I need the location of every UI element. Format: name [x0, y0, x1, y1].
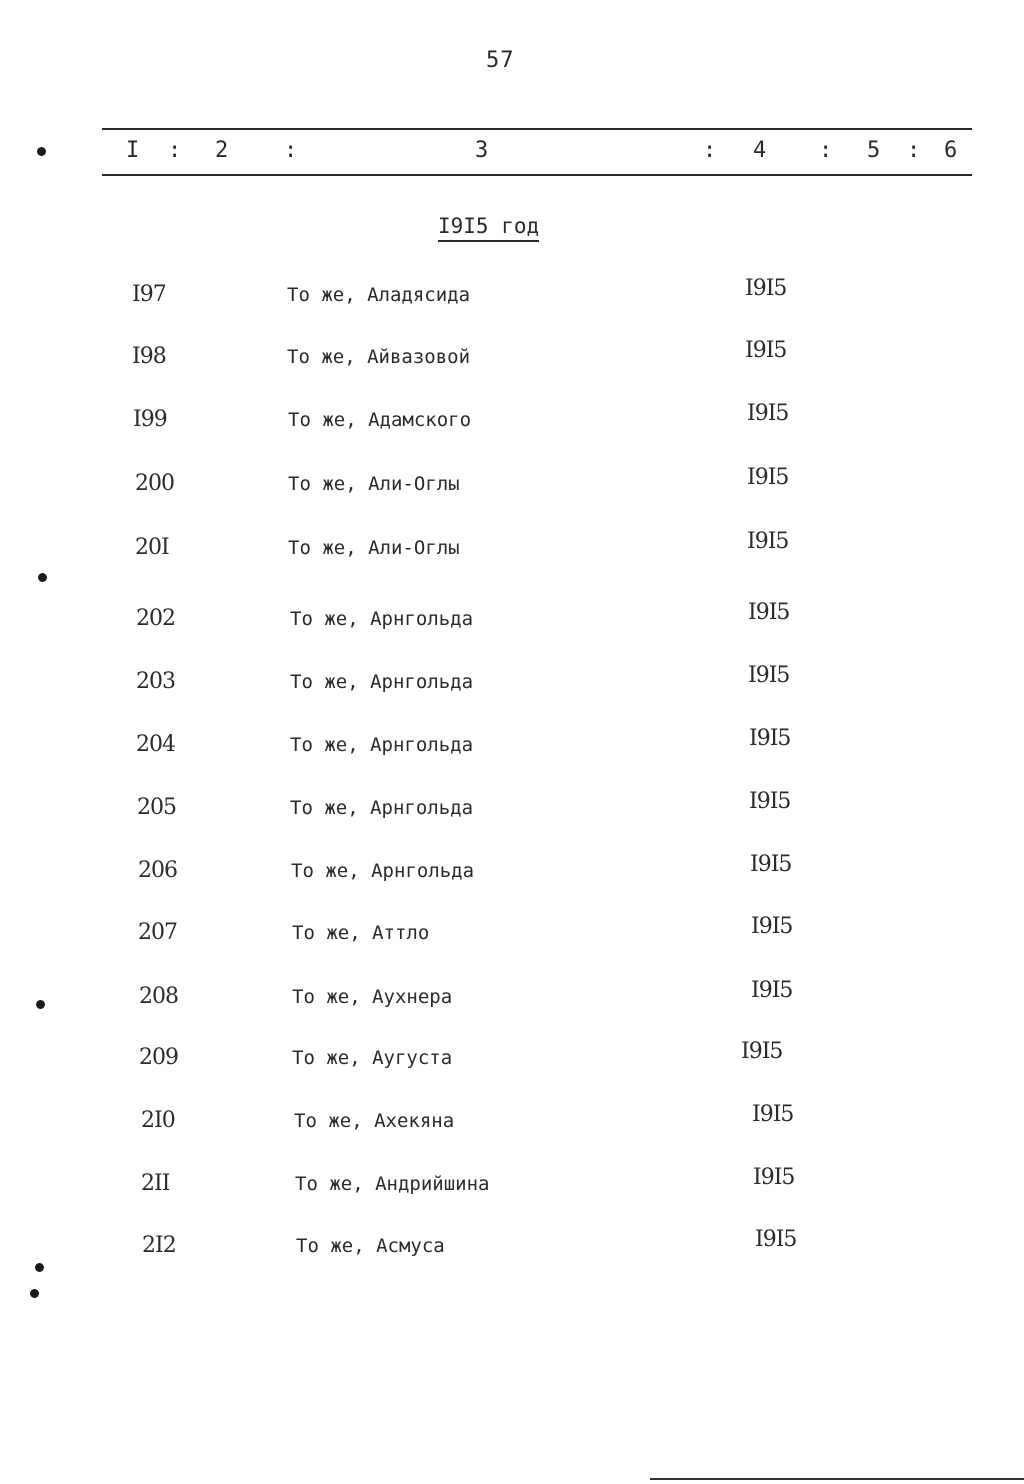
column-3-label: 3 — [475, 138, 489, 163]
record-year: I9I5 — [745, 338, 787, 363]
record-number: 209 — [139, 1045, 178, 1070]
column-separator: : — [168, 138, 182, 163]
column-4-label: 4 — [753, 138, 767, 163]
record-description: То же, Асмуса — [296, 1235, 445, 1257]
record-number: 204 — [136, 732, 175, 757]
record-number: 2I2 — [142, 1233, 176, 1258]
record-year: I9I5 — [747, 401, 789, 426]
record-description: То же, Ахекяна — [294, 1110, 455, 1132]
record-description: То же, Айвазовой — [287, 346, 471, 368]
column-2-label: 2 — [215, 138, 229, 163]
record-year: I9I5 — [749, 726, 791, 751]
column-separator: : — [819, 138, 833, 163]
binding-hole-mark — [38, 573, 47, 582]
record-year: I9I5 — [745, 276, 787, 301]
record-row — [0, 978, 1024, 1020]
column-1-label: I — [126, 138, 140, 163]
record-year: I9I5 — [748, 600, 790, 625]
record-number: 205 — [137, 795, 176, 820]
record-description: То же, Арнгольда — [290, 671, 474, 693]
record-year: I9I5 — [749, 789, 791, 814]
column-separator: : — [284, 138, 298, 163]
record-row — [0, 1165, 1024, 1207]
record-description: То же, Аладясида — [287, 284, 471, 306]
record-description: То же, Аттло — [292, 922, 430, 944]
header-bottom-rule — [102, 174, 972, 176]
record-description: То же, Аухнера — [292, 986, 453, 1008]
record-row — [0, 276, 1024, 318]
record-year: I9I5 — [753, 1165, 795, 1190]
record-row — [0, 663, 1024, 705]
record-number: 203 — [136, 669, 175, 694]
record-number: 202 — [136, 606, 175, 631]
record-row — [0, 465, 1024, 507]
record-description: То же, Арнгольда — [290, 797, 474, 819]
record-number: 206 — [138, 858, 177, 883]
record-number: I97 — [132, 282, 166, 307]
record-description: То же, Андрийшина — [295, 1173, 490, 1195]
record-year: I9I5 — [741, 1039, 783, 1064]
record-description: То же, Али-Оглы — [288, 537, 460, 559]
column-5-label: 5 — [867, 138, 881, 163]
record-description: То же, Арнгольда — [290, 608, 474, 630]
binding-hole-mark — [35, 1263, 44, 1272]
record-row — [0, 914, 1024, 956]
record-year: I9I5 — [751, 914, 793, 939]
record-row — [0, 852, 1024, 894]
record-row — [0, 600, 1024, 642]
column-6-label: 6 — [944, 138, 958, 163]
record-row — [0, 529, 1024, 571]
record-year: I9I5 — [748, 663, 790, 688]
record-row — [0, 726, 1024, 768]
record-description: То же, Аугуста — [292, 1047, 453, 1069]
record-description: То же, Адамского — [288, 409, 472, 431]
header-top-rule — [102, 128, 972, 130]
record-row — [0, 338, 1024, 380]
record-year: I9I5 — [750, 852, 792, 877]
record-description: То же, Арнгольда — [291, 860, 475, 882]
record-row — [0, 1227, 1024, 1269]
record-year: I9I5 — [752, 1102, 794, 1127]
record-number: 2I0 — [141, 1108, 175, 1133]
record-row — [0, 401, 1024, 443]
record-number: 20I — [135, 535, 169, 560]
section-title: I9I5 год — [438, 214, 539, 242]
record-number: 208 — [139, 984, 178, 1009]
column-separator: : — [703, 138, 717, 163]
record-year: I9I5 — [747, 529, 789, 554]
binding-hole-mark — [37, 147, 46, 156]
record-year: I9I5 — [747, 465, 789, 490]
record-number: 200 — [135, 471, 174, 496]
record-year: I9I5 — [755, 1227, 797, 1252]
record-description: То же, Али-Оглы — [288, 473, 460, 495]
record-number: I98 — [132, 344, 166, 369]
record-row — [0, 789, 1024, 831]
column-separator: : — [907, 138, 921, 163]
binding-hole-mark — [36, 1000, 45, 1009]
record-row — [0, 1039, 1024, 1081]
bottom-edge-line — [650, 1478, 1024, 1480]
record-number: I99 — [133, 407, 167, 432]
record-year: I9I5 — [751, 978, 793, 1003]
record-row — [0, 1102, 1024, 1144]
record-description: То же, Арнгольда — [290, 734, 474, 756]
record-number: 2II — [141, 1171, 170, 1196]
page-number: 57 — [486, 48, 515, 73]
binding-hole-mark — [30, 1289, 39, 1298]
record-number: 207 — [138, 920, 177, 945]
